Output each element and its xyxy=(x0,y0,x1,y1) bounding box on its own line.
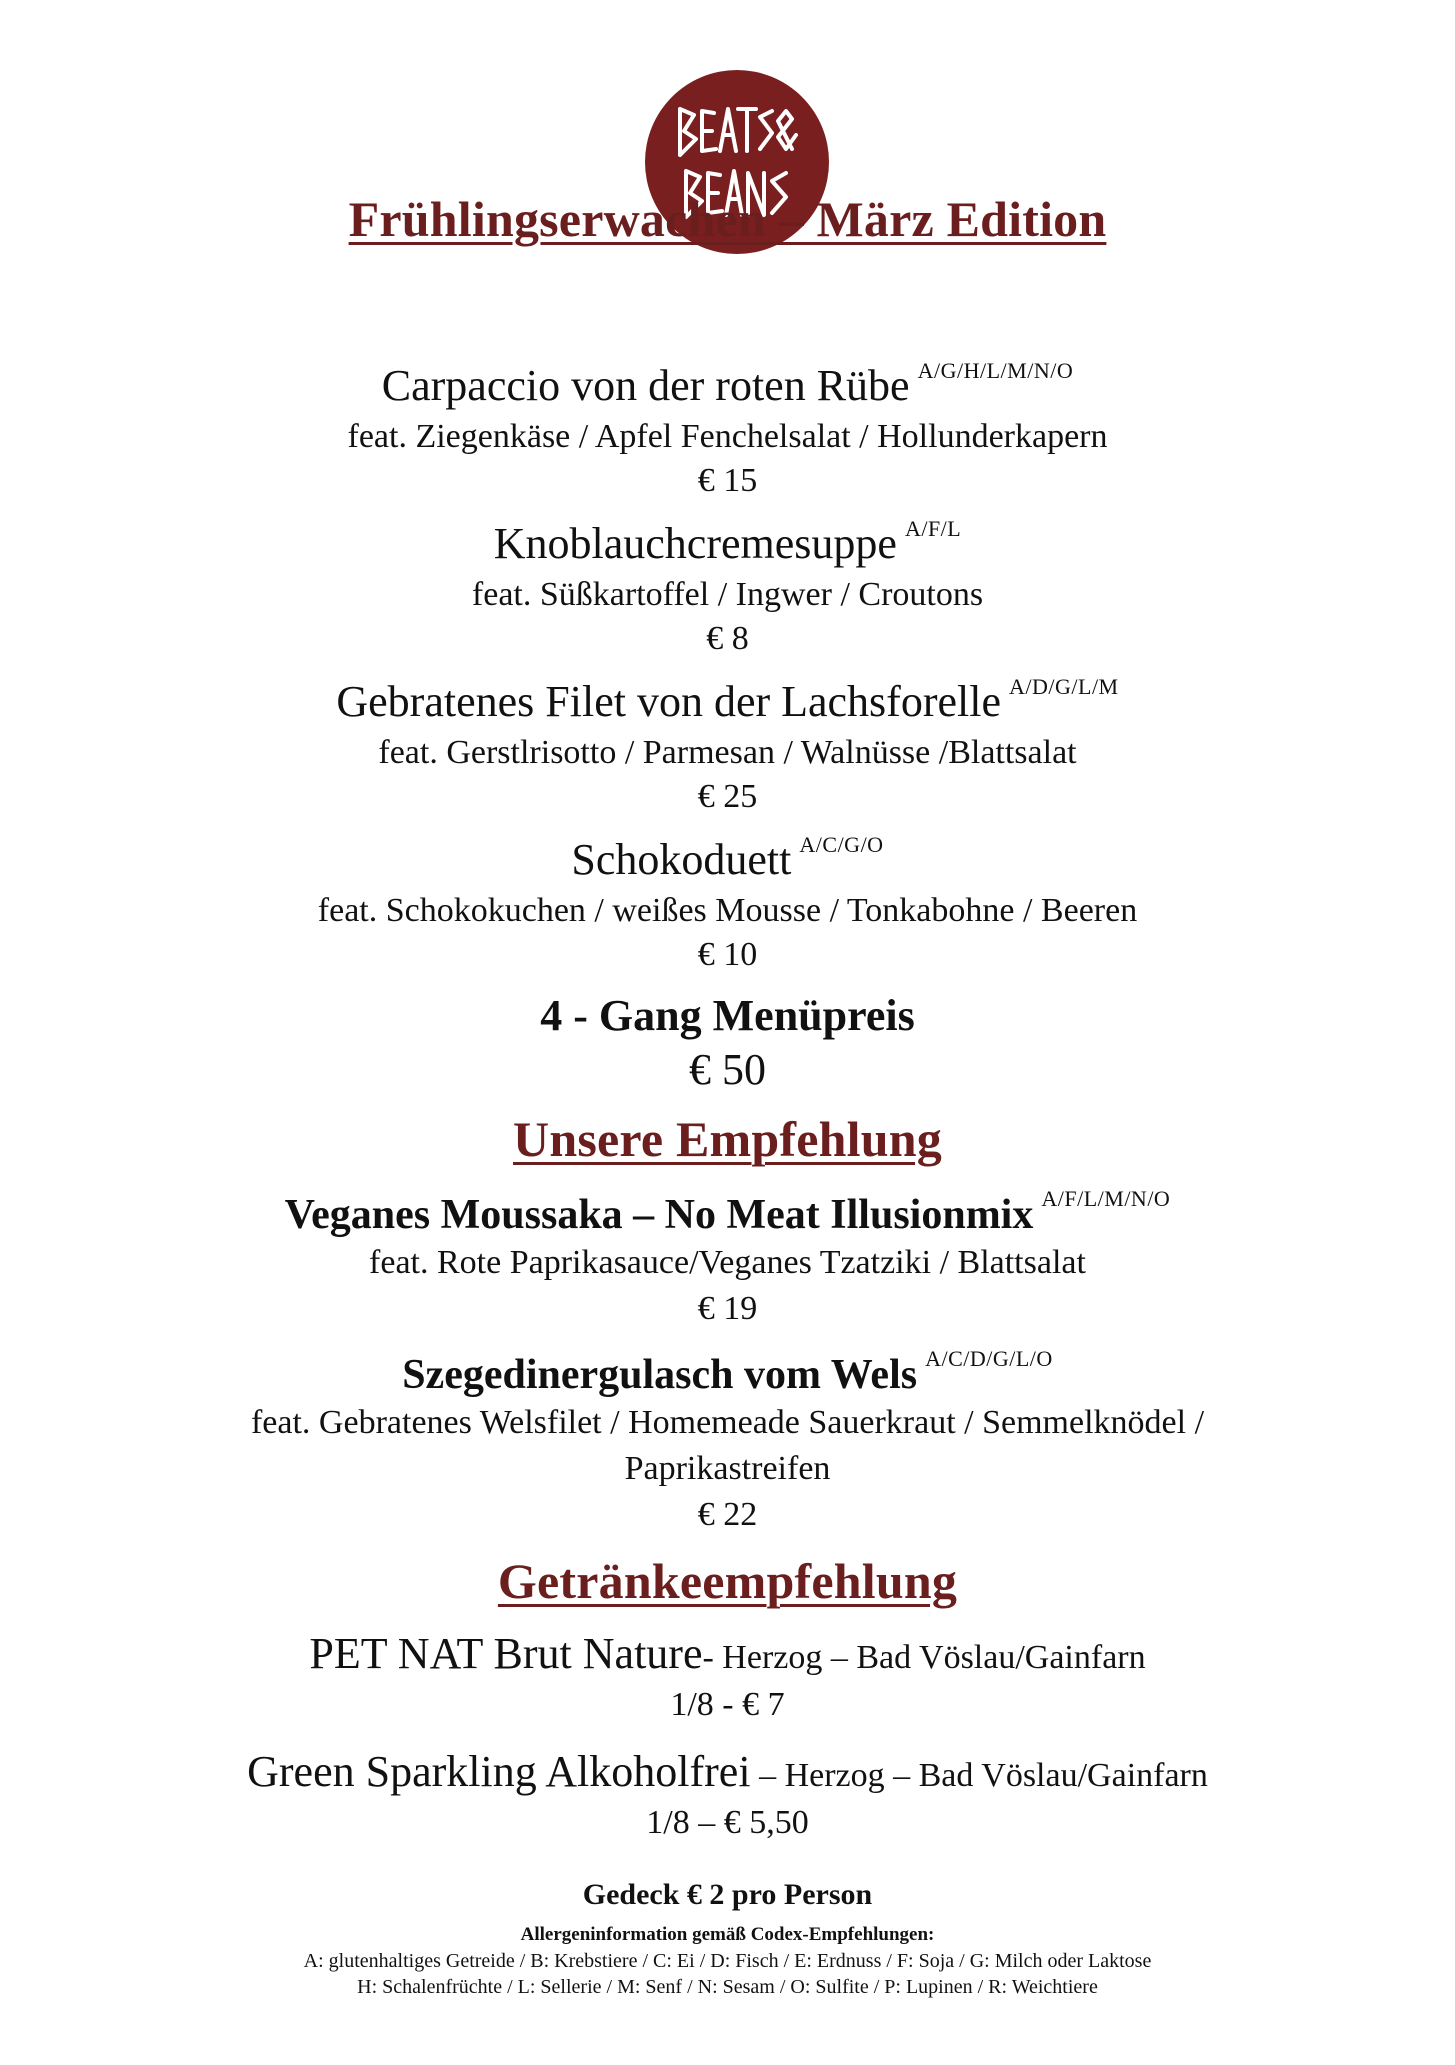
allergen-codes: A/C/G/O xyxy=(799,832,884,857)
dish-description: feat. Gerstlrisotto / Parmesan / Walnüsse /Blattsalat xyxy=(378,734,1077,771)
allergen-codes: A/G/H/L/M/N/O xyxy=(917,358,1074,383)
dish-name xyxy=(0,516,1455,569)
drinks-title: Getränkeempfehlung xyxy=(497,1553,958,1609)
drink-name: PET NAT Brut Nature xyxy=(309,1629,703,1678)
menu-title: Frühlingserwachen – März Edition xyxy=(348,191,1107,247)
recommendation-title: Unsere Empfehlung xyxy=(513,1111,942,1167)
dish-title: Knoblauchcremesuppe xyxy=(493,519,897,568)
drink-price: 1/8 - € 7 xyxy=(670,1686,785,1723)
allergen-codes: A/C/D/G/L/O xyxy=(925,1346,1053,1371)
dish-description: feat. Ziegenkäse / Apfel Fenchelsalat / Hollunderkapern xyxy=(347,418,1108,455)
dish-title: Szegedinergulasch vom Wels xyxy=(402,1352,918,1398)
dish-price: € 10 xyxy=(697,936,758,973)
drink-item xyxy=(0,1746,1455,1797)
allergen-codes: A/F/L xyxy=(904,516,962,541)
menu-price-label: 4 - Gang Menüpreis xyxy=(540,991,915,1040)
dish-name xyxy=(0,674,1455,727)
dish-price: € 25 xyxy=(697,778,758,815)
drink-item xyxy=(0,1628,1455,1679)
dish-description: feat. Schokokuchen / weißes Mousse / Tonkabohne / Beeren xyxy=(317,892,1138,929)
cover-charge: Gedeck € 2 pro Person xyxy=(582,1878,873,1911)
dish-title: Carpaccio von der roten Rübe xyxy=(381,361,910,410)
allergen-codes: A/D/G/L/M xyxy=(1009,674,1119,699)
dish-price: € 19 xyxy=(697,1290,758,1327)
drink-producer: - Herzog – Bad Vöslau/Gainfarn xyxy=(702,1639,1146,1676)
dish-price: € 8 xyxy=(706,620,749,657)
dish-description: feat. Süßkartoffel / Ingwer / Croutons xyxy=(471,576,984,613)
drink-price: 1/8 – € 5,50 xyxy=(646,1804,809,1841)
dish-title: Veganes Moussaka – No Meat Illusionmix xyxy=(284,1192,1034,1238)
allergen-codes: A/F/L/M/N/O xyxy=(1041,1186,1171,1211)
allergen-info-heading: Allergeninformation gemäß Codex-Empfehlungen: xyxy=(520,1924,935,1945)
dish-name xyxy=(0,358,1455,411)
dish-description-cont: Paprikastreifen xyxy=(624,1450,831,1487)
drink-name: Green Sparkling Alkoholfrei xyxy=(247,1747,751,1796)
allergen-legend-line: A: glutenhaltiges Getreide / B: Krebstiere / C: Ei / D: Fisch / E: Erdnuss / F: Soja / G: Milch oder Laktose xyxy=(303,1950,1152,1972)
dish-name xyxy=(0,1186,1455,1239)
drink-producer: – Herzog – Bad Vöslau/Gainfarn xyxy=(750,1757,1208,1794)
dish-name xyxy=(0,1346,1455,1399)
dish-title: Gebratenes Filet von der Lachsforelle xyxy=(336,677,1001,726)
dish-name xyxy=(0,832,1455,885)
dish-description: feat. Gebratenes Welsfilet / Homemeade Sauerkraut / Semmelknödel / xyxy=(250,1404,1205,1441)
dish-price: € 22 xyxy=(697,1496,758,1533)
menu-price-value: € 50 xyxy=(689,1045,766,1094)
dish-description: feat. Rote Paprikasauce/Veganes Tzatziki / Blattsalat xyxy=(369,1244,1086,1281)
dish-price: € 15 xyxy=(697,462,758,499)
allergen-legend-line: H: Schalenfrüchte / L: Sellerie / M: Senf / N: Sesam / O: Sulfite / P: Lupinen / R: Weichtiere xyxy=(357,1976,1098,1998)
dish-title: Schokoduett xyxy=(571,835,792,884)
